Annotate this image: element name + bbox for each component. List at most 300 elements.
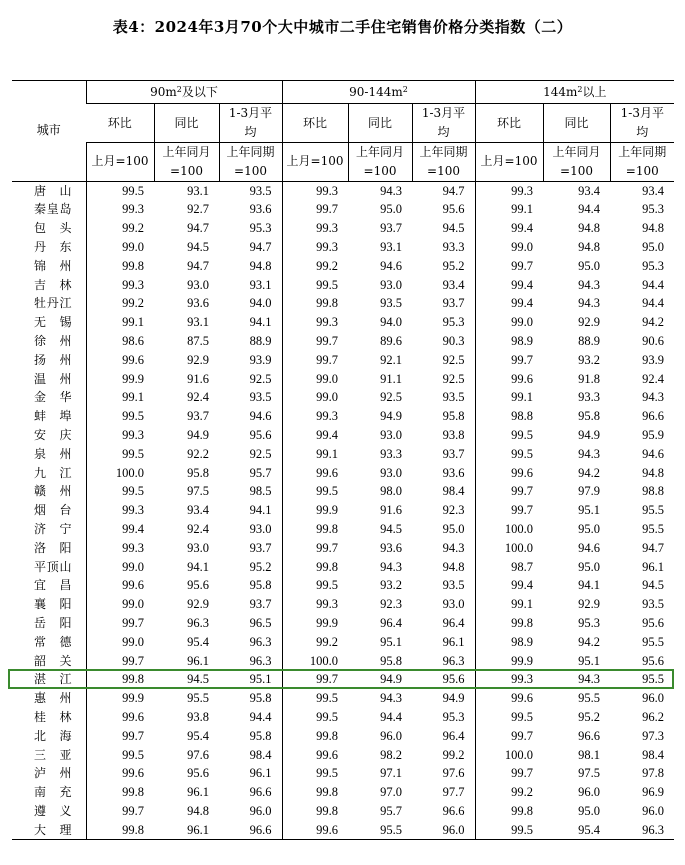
index-value: 99.0 bbox=[86, 595, 154, 614]
index-value: 96.4 bbox=[442, 728, 465, 743]
index-value: 94.3 bbox=[578, 446, 601, 461]
index-value: 100.0 bbox=[282, 652, 348, 671]
index-value: 99.1 bbox=[475, 388, 543, 407]
index-value: 92.5 bbox=[442, 371, 465, 386]
city-name: 三亚 bbox=[34, 747, 72, 762]
index-value: 96.1 bbox=[249, 766, 272, 781]
index-value: 99.7 bbox=[475, 764, 543, 783]
index-value: 96.3 bbox=[187, 615, 209, 630]
index-value: 96.3 bbox=[249, 634, 272, 649]
index-value: 99.3 bbox=[282, 238, 348, 257]
metric-header: 环比 bbox=[86, 104, 154, 143]
index-value: 99.7 bbox=[282, 351, 348, 370]
index-value: 93.6 bbox=[442, 465, 465, 480]
index-value: 99.5 bbox=[282, 764, 348, 783]
index-value: 94.8 bbox=[642, 221, 665, 236]
index-value: 99.3 bbox=[86, 200, 154, 219]
index-value: 93.7 bbox=[442, 296, 465, 311]
table-row bbox=[12, 576, 674, 595]
index-value: 99.5 bbox=[86, 482, 154, 501]
index-value: 99.5 bbox=[475, 708, 543, 727]
index-value: 99.2 bbox=[86, 294, 154, 313]
index-value: 94.3 bbox=[380, 183, 402, 198]
index-value: 94.9 bbox=[380, 672, 402, 687]
index-value: 99.4 bbox=[475, 576, 543, 595]
table-row bbox=[12, 351, 674, 370]
index-value: 95.2 bbox=[578, 709, 601, 724]
index-value: 93.6 bbox=[249, 202, 272, 217]
city-name: 徐州 bbox=[34, 333, 72, 348]
city-header: 城市 bbox=[12, 81, 86, 182]
index-value: 94.8 bbox=[442, 559, 465, 574]
index-value: 95.1 bbox=[578, 503, 601, 518]
city-name: 安庆 bbox=[34, 427, 72, 442]
index-value: 95.3 bbox=[642, 258, 665, 273]
index-value: 98.8 bbox=[642, 484, 665, 499]
table-row bbox=[12, 614, 674, 633]
index-value: 92.7 bbox=[187, 202, 209, 217]
index-value: 99.1 bbox=[475, 200, 543, 219]
index-value: 96.0 bbox=[380, 728, 402, 743]
index-value: 94.3 bbox=[578, 672, 601, 687]
city-name: 泸州 bbox=[34, 766, 72, 781]
index-value: 93.0 bbox=[380, 427, 402, 442]
index-value: 93.0 bbox=[187, 277, 209, 292]
index-value: 93.1 bbox=[187, 315, 209, 330]
index-value: 92.2 bbox=[187, 446, 209, 461]
index-value: 93.1 bbox=[249, 277, 272, 292]
index-value: 93.5 bbox=[442, 390, 465, 405]
index-value: 99.7 bbox=[282, 539, 348, 558]
index-value: 94.3 bbox=[578, 277, 601, 292]
index-value: 96.4 bbox=[380, 615, 402, 630]
index-value: 98.8 bbox=[475, 407, 543, 426]
index-value: 93.1 bbox=[187, 183, 209, 198]
index-value: 99.6 bbox=[475, 689, 543, 708]
index-value: 95.8 bbox=[249, 691, 272, 706]
table-row bbox=[12, 219, 674, 238]
city-name: 宜昌 bbox=[34, 578, 72, 593]
city-name: 洛阳 bbox=[34, 540, 72, 555]
index-value: 93.7 bbox=[380, 221, 402, 236]
index-value: 97.7 bbox=[442, 785, 465, 800]
index-value: 95.8 bbox=[187, 465, 209, 480]
index-value: 94.9 bbox=[442, 691, 465, 706]
index-value: 94.9 bbox=[187, 427, 209, 442]
index-value: 95.0 bbox=[578, 803, 601, 818]
index-value: 99.5 bbox=[86, 181, 154, 200]
index-value: 92.5 bbox=[249, 371, 272, 386]
index-value: 94.5 bbox=[642, 578, 665, 593]
index-value: 95.0 bbox=[578, 559, 601, 574]
index-value: 94.5 bbox=[380, 521, 402, 536]
index-value: 99.8 bbox=[282, 294, 348, 313]
city-name: 岳阳 bbox=[34, 615, 72, 630]
index-value: 99.5 bbox=[282, 276, 348, 295]
index-value: 93.8 bbox=[187, 709, 209, 724]
index-value: 99.0 bbox=[282, 388, 348, 407]
table-row bbox=[12, 426, 674, 445]
index-value: 94.3 bbox=[642, 390, 665, 405]
index-value: 95.5 bbox=[642, 503, 665, 518]
city-name: 桂林 bbox=[34, 709, 72, 724]
index-value: 93.1 bbox=[380, 239, 402, 254]
index-value: 93.4 bbox=[442, 277, 465, 292]
index-value: 93.3 bbox=[442, 239, 465, 254]
table-row bbox=[12, 539, 674, 558]
index-value: 90.6 bbox=[642, 333, 665, 348]
index-value: 94.1 bbox=[249, 503, 272, 518]
city-name: 九江 bbox=[34, 465, 72, 480]
index-value: 96.1 bbox=[187, 785, 209, 800]
index-value: 93.6 bbox=[380, 540, 402, 555]
price-index-table bbox=[12, 80, 674, 840]
index-value: 99.5 bbox=[282, 708, 348, 727]
table-row bbox=[12, 313, 674, 332]
index-value: 95.2 bbox=[442, 258, 465, 273]
index-value: 99.0 bbox=[86, 558, 154, 577]
index-value: 92.9 bbox=[187, 352, 209, 367]
index-value: 96.6 bbox=[442, 803, 465, 818]
base-header: 上年同期=100 bbox=[412, 143, 475, 182]
city-name: 烟台 bbox=[34, 503, 72, 518]
table-row bbox=[12, 802, 674, 821]
index-value: 99.7 bbox=[282, 332, 348, 351]
index-value: 99.2 bbox=[86, 219, 154, 238]
city-name: 秦皇岛 bbox=[34, 202, 72, 217]
index-value: 95.6 bbox=[187, 766, 209, 781]
index-value: 99.4 bbox=[86, 520, 154, 539]
index-value: 99.8 bbox=[86, 670, 154, 689]
index-value: 94.8 bbox=[187, 803, 209, 818]
index-value: 99.4 bbox=[475, 294, 543, 313]
index-value: 95.0 bbox=[442, 521, 465, 536]
city-name: 扬州 bbox=[34, 352, 72, 367]
table-row bbox=[12, 746, 674, 765]
index-value: 94.0 bbox=[249, 296, 272, 311]
index-value: 94.6 bbox=[578, 540, 601, 555]
table-row bbox=[12, 332, 674, 351]
index-value: 94.7 bbox=[642, 540, 665, 555]
city-name: 赣州 bbox=[34, 484, 72, 499]
metric-header: 1-3月平均 bbox=[610, 104, 674, 143]
index-value: 93.5 bbox=[442, 578, 465, 593]
city-name: 北海 bbox=[34, 728, 72, 743]
index-value: 98.7 bbox=[475, 558, 543, 577]
index-value: 99.5 bbox=[475, 821, 543, 840]
city-name: 温州 bbox=[34, 371, 72, 386]
table-row bbox=[12, 558, 674, 577]
city-name: 吉林 bbox=[34, 277, 72, 292]
index-value: 99.0 bbox=[475, 238, 543, 257]
metric-header: 环比 bbox=[475, 104, 543, 143]
index-value: 94.4 bbox=[578, 202, 601, 217]
index-value: 94.8 bbox=[249, 258, 272, 273]
index-value: 99.9 bbox=[86, 370, 154, 389]
index-value: 94.8 bbox=[578, 239, 601, 254]
index-value: 99.7 bbox=[282, 670, 348, 689]
index-value: 94.4 bbox=[249, 709, 272, 724]
table-body bbox=[12, 181, 674, 840]
index-value: 99.7 bbox=[86, 727, 154, 746]
index-value: 93.5 bbox=[380, 296, 402, 311]
city-name: 牡丹江 bbox=[34, 296, 72, 311]
index-value: 92.9 bbox=[187, 597, 209, 612]
index-value: 92.4 bbox=[642, 371, 665, 386]
index-value: 97.6 bbox=[442, 766, 465, 781]
metric-header: 同比 bbox=[348, 104, 412, 143]
index-value: 99.3 bbox=[86, 276, 154, 295]
table-row bbox=[12, 407, 674, 426]
index-value: 91.8 bbox=[578, 371, 601, 386]
index-value: 99.7 bbox=[475, 482, 543, 501]
index-value: 93.0 bbox=[380, 277, 402, 292]
index-value: 95.6 bbox=[442, 672, 465, 687]
index-value: 98.5 bbox=[249, 484, 272, 499]
index-value: 95.5 bbox=[642, 672, 665, 687]
index-value: 93.3 bbox=[578, 390, 601, 405]
index-value: 96.3 bbox=[610, 821, 674, 840]
index-value: 98.0 bbox=[380, 484, 402, 499]
index-value: 96.1 bbox=[442, 634, 465, 649]
city-name: 襄阳 bbox=[34, 597, 72, 612]
table-row bbox=[12, 294, 674, 313]
index-value: 93.0 bbox=[380, 465, 402, 480]
group-header-small: $90m^2$及以下 bbox=[86, 81, 282, 104]
table-row bbox=[12, 783, 674, 802]
group-header-large: $144m^2$以上 bbox=[475, 81, 674, 104]
index-value: 99.0 bbox=[475, 313, 543, 332]
index-value: 97.5 bbox=[187, 484, 209, 499]
index-value: 95.8 bbox=[249, 728, 272, 743]
metric-header: 环比 bbox=[282, 104, 348, 143]
index-value: 96.9 bbox=[642, 785, 665, 800]
index-value: 99.2 bbox=[282, 257, 348, 276]
index-value: 95.6 bbox=[249, 427, 272, 442]
header-row-metrics bbox=[12, 104, 674, 143]
index-value: 92.5 bbox=[442, 352, 465, 367]
index-value: 99.3 bbox=[282, 181, 348, 200]
table-row bbox=[12, 689, 674, 708]
index-value: 93.7 bbox=[249, 597, 272, 612]
index-value: 91.6 bbox=[380, 503, 402, 518]
index-value: 99.7 bbox=[86, 614, 154, 633]
index-value: 99.7 bbox=[282, 200, 348, 219]
index-value: 95.6 bbox=[442, 202, 465, 217]
index-value: 99.9 bbox=[86, 689, 154, 708]
index-value: 94.5 bbox=[187, 239, 209, 254]
index-value: 95.0 bbox=[642, 239, 665, 254]
index-value: 95.9 bbox=[642, 427, 665, 442]
index-value: 93.7 bbox=[442, 446, 465, 461]
index-value: 96.0 bbox=[642, 803, 665, 818]
index-value: 95.1 bbox=[578, 653, 601, 668]
index-value: 96.6 bbox=[578, 728, 601, 743]
city-name: 韶关 bbox=[34, 653, 72, 668]
index-value: 99.8 bbox=[282, 520, 348, 539]
index-value: 93.9 bbox=[249, 352, 272, 367]
table-row bbox=[12, 670, 674, 689]
index-value: 99.8 bbox=[86, 821, 154, 840]
table-row bbox=[12, 652, 674, 671]
index-value: 95.8 bbox=[578, 409, 601, 424]
table-row bbox=[12, 445, 674, 464]
index-value: 99.5 bbox=[282, 689, 348, 708]
index-value: 94.0 bbox=[380, 315, 402, 330]
index-value: 94.2 bbox=[642, 315, 665, 330]
base-header: 上年同期=100 bbox=[219, 143, 282, 182]
index-value: 99.9 bbox=[282, 614, 348, 633]
index-value: 96.6 bbox=[249, 785, 272, 800]
index-value: 96.0 bbox=[249, 803, 272, 818]
index-value: 94.9 bbox=[578, 427, 601, 442]
index-value: 99.7 bbox=[475, 501, 543, 520]
index-value: 99.3 bbox=[282, 313, 348, 332]
index-value: 99.6 bbox=[86, 576, 154, 595]
group-header-medium: $90-144m^2$ bbox=[282, 81, 475, 104]
index-value: 92.9 bbox=[578, 315, 601, 330]
index-value: 95.7 bbox=[249, 465, 272, 480]
index-value: 95.5 bbox=[348, 821, 412, 840]
index-value: 95.4 bbox=[187, 728, 209, 743]
index-value: 95.5 bbox=[642, 634, 665, 649]
index-value: 94.2 bbox=[578, 634, 601, 649]
index-value: 96.1 bbox=[187, 653, 209, 668]
index-value: 96.0 bbox=[642, 691, 665, 706]
index-value: 93.4 bbox=[642, 183, 665, 198]
index-value: 99.7 bbox=[475, 351, 543, 370]
index-value: 97.1 bbox=[380, 766, 402, 781]
index-value: 94.7 bbox=[187, 221, 209, 236]
index-value: 95.8 bbox=[380, 653, 402, 668]
index-value: 99.3 bbox=[86, 501, 154, 520]
index-value: 97.8 bbox=[642, 766, 665, 781]
index-value: 93.3 bbox=[380, 446, 402, 461]
index-value: 99.1 bbox=[282, 445, 348, 464]
index-value: 94.3 bbox=[380, 691, 402, 706]
index-value: 94.9 bbox=[380, 409, 402, 424]
index-value: 99.3 bbox=[282, 595, 348, 614]
index-value: 93.2 bbox=[578, 352, 601, 367]
index-value: 98.4 bbox=[442, 484, 465, 499]
index-value: 97.9 bbox=[578, 484, 601, 499]
index-value: 95.6 bbox=[642, 615, 665, 630]
index-value: 96.6 bbox=[642, 409, 665, 424]
index-value: 98.4 bbox=[249, 747, 272, 762]
index-value: 99.3 bbox=[86, 539, 154, 558]
index-value: 99.1 bbox=[475, 595, 543, 614]
index-value: 93.5 bbox=[642, 597, 665, 612]
city-name: 常德 bbox=[34, 634, 72, 649]
table-row bbox=[12, 595, 674, 614]
index-value: 99.3 bbox=[282, 407, 348, 426]
city-name: 泉州 bbox=[34, 446, 72, 461]
index-value: 93.7 bbox=[249, 540, 272, 555]
index-value: 99.3 bbox=[86, 426, 154, 445]
index-value: 99.4 bbox=[282, 426, 348, 445]
group-label: 144m bbox=[543, 84, 578, 99]
index-value: 95.8 bbox=[249, 578, 272, 593]
table-row bbox=[12, 181, 674, 200]
index-value: 94.7 bbox=[187, 258, 209, 273]
page-title: 表4：2024年3月70个大中城市二手住宅销售价格分类指数（二） bbox=[112, 18, 573, 36]
table-row bbox=[12, 764, 674, 783]
index-value: 95.1 bbox=[249, 672, 272, 687]
city-name: 济宁 bbox=[34, 521, 72, 536]
index-value: 100.0 bbox=[86, 464, 154, 483]
index-value: 99.0 bbox=[86, 238, 154, 257]
index-value: 99.3 bbox=[475, 670, 543, 689]
index-value: 97.5 bbox=[578, 766, 601, 781]
index-value: 95.6 bbox=[642, 653, 665, 668]
index-value: 93.0 bbox=[249, 521, 272, 536]
index-value: 95.6 bbox=[187, 578, 209, 593]
index-value: 97.3 bbox=[642, 728, 665, 743]
index-value: 94.6 bbox=[642, 446, 665, 461]
city-name: 无锡 bbox=[34, 315, 72, 330]
index-value: 94.3 bbox=[442, 540, 465, 555]
group-label: 90m bbox=[150, 84, 177, 99]
index-value: 99.8 bbox=[86, 257, 154, 276]
index-value: 94.8 bbox=[578, 221, 601, 236]
index-value: 96.0 bbox=[578, 785, 601, 800]
index-value: 99.7 bbox=[475, 727, 543, 746]
index-value: 99.0 bbox=[86, 633, 154, 652]
index-value: 99.6 bbox=[282, 821, 348, 840]
index-value: 99.5 bbox=[282, 576, 348, 595]
index-value: 93.0 bbox=[442, 597, 465, 612]
index-value: 95.0 bbox=[578, 521, 601, 536]
index-value: 92.1 bbox=[380, 352, 402, 367]
index-value: 99.5 bbox=[86, 746, 154, 765]
index-value: 99.6 bbox=[86, 764, 154, 783]
table-row bbox=[12, 821, 674, 840]
index-value: 98.6 bbox=[86, 332, 154, 351]
base-header: 上月=100 bbox=[282, 143, 348, 182]
index-value: 98.2 bbox=[380, 747, 402, 762]
city-name: 丹东 bbox=[34, 239, 72, 254]
header-row-groups bbox=[12, 81, 674, 104]
index-value: 95.0 bbox=[578, 258, 601, 273]
base-header: 上年同期=100 bbox=[610, 143, 674, 182]
city-name: 锦州 bbox=[34, 258, 72, 273]
index-value: 96.4 bbox=[442, 615, 465, 630]
index-value: 99.5 bbox=[86, 407, 154, 426]
city-name: 唐山 bbox=[34, 183, 72, 198]
group-label: 90-144m bbox=[349, 84, 403, 99]
index-value: 95.3 bbox=[642, 202, 665, 217]
index-value: 99.8 bbox=[475, 614, 543, 633]
index-value: 98.9 bbox=[475, 633, 543, 652]
index-value: 99.6 bbox=[86, 708, 154, 727]
index-value: 94.8 bbox=[642, 465, 665, 480]
city-name: 蚌埠 bbox=[34, 409, 72, 424]
index-value: 92.3 bbox=[442, 503, 465, 518]
table-row bbox=[12, 482, 674, 501]
city-name: 包头 bbox=[34, 221, 72, 236]
index-value: 94.3 bbox=[380, 559, 402, 574]
base-header: 上年同月=100 bbox=[154, 143, 219, 182]
table-row bbox=[12, 708, 674, 727]
index-value: 96.0 bbox=[412, 821, 475, 840]
index-value: 95.3 bbox=[442, 315, 465, 330]
index-value: 93.4 bbox=[187, 503, 209, 518]
index-value: 92.4 bbox=[187, 521, 209, 536]
table-row bbox=[12, 727, 674, 746]
index-value: 93.7 bbox=[187, 409, 209, 424]
table-row bbox=[12, 200, 674, 219]
index-value: 99.5 bbox=[475, 445, 543, 464]
